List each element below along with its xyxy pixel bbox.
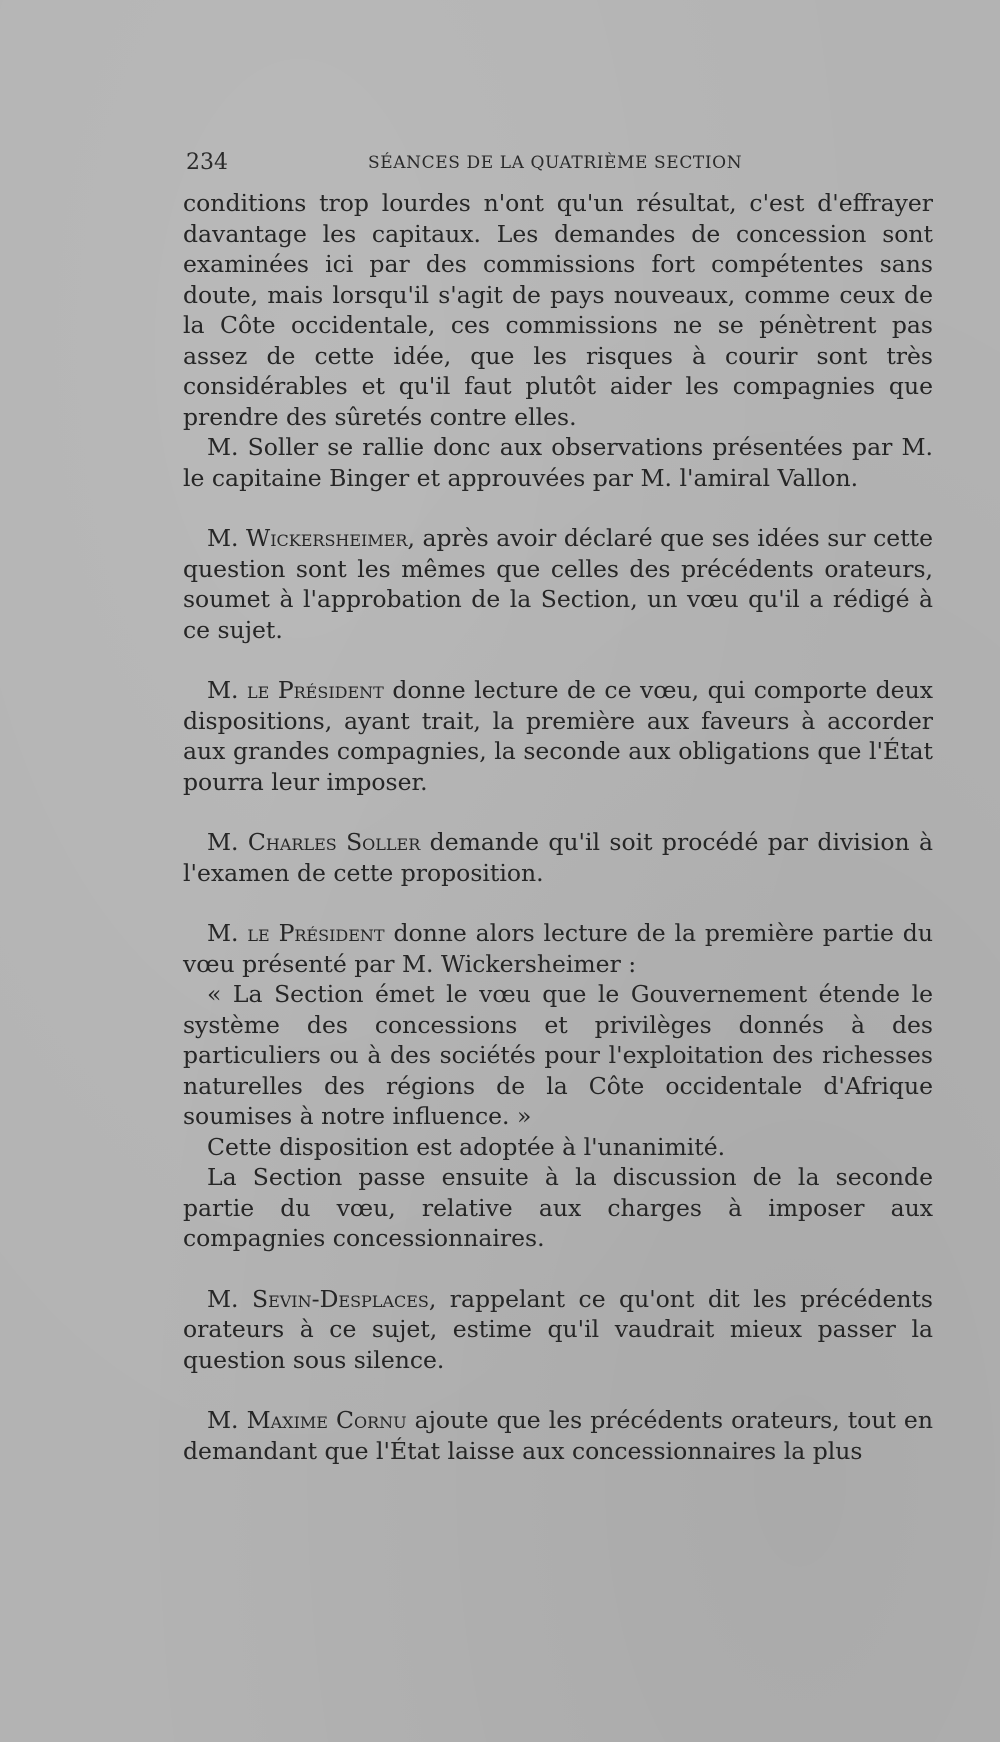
speaker-prefix: M. bbox=[207, 919, 248, 947]
paragraph-text: donne lecture de ce vœu, qui comporte deux dispositions, ayant trait, la première aux faveurs à accorder aux grandes compagnies, la seconde aux obligations que l'État pourra leur imposer. bbox=[183, 676, 933, 796]
speaker-prefix: M. bbox=[207, 1406, 247, 1434]
speaker-name: Charles Soller bbox=[247, 828, 421, 856]
paragraph-text: , rappelant ce qu'ont dit les précédents orateurs à ce sujet, estime qu'il vaudrait mieux passer la question sous silence. bbox=[183, 1284, 933, 1374]
paragraph-text: donne alors lecture de la première partie du vœu présenté par M. Wickersheimer : bbox=[183, 919, 933, 978]
paragraph-1 bbox=[183, 188, 933, 432]
body-text bbox=[183, 188, 933, 1466]
running-head: SÉANCES DE LA QUATRIÈME SECTION bbox=[368, 153, 743, 173]
speaker-name: Maxime Cornu bbox=[246, 1406, 407, 1434]
speaker-prefix: M. bbox=[207, 1284, 252, 1313]
speaker-prefix: M. bbox=[207, 676, 248, 704]
page-number: 234 bbox=[186, 150, 228, 175]
paragraph-text: , après avoir déclaré que ses idées sur cette question sont les mêmes que celles des précédents orateurs, soumet à l'approbation de la Section, un vœu qu'il a rédigé à ce sujet. bbox=[183, 524, 933, 644]
paragraph-10 bbox=[183, 1284, 933, 1376]
paragraph-text: demande qu'il soit procédé par division à l'examen de cette proposition. bbox=[183, 828, 933, 887]
speaker-name: Wickersheimer bbox=[246, 524, 408, 552]
paragraph-4 bbox=[183, 675, 933, 797]
speaker-name: Sevin-Desplaces bbox=[251, 1284, 429, 1313]
paragraph-text: La Section passe ensuite à la discussion de la seconde partie du vœu, relative aux charges à imposer aux compagnies concessionnaires. bbox=[183, 1163, 933, 1252]
speaker-name: le Président bbox=[247, 919, 385, 947]
speaker-name: le Président bbox=[247, 676, 384, 704]
speaker-prefix: M. bbox=[207, 828, 248, 856]
paragraph-6 bbox=[183, 918, 933, 979]
speaker-prefix: M. bbox=[207, 524, 247, 552]
paragraph-text: M. Soller se rallie donc aux observations présentées par M. le capitaine Binger et approuvées par M. l'amiral Vallon. bbox=[183, 433, 933, 492]
paragraph-5 bbox=[183, 827, 933, 888]
paragraph-11 bbox=[183, 1405, 933, 1466]
paragraph-text: conditions trop lourdes n'ont qu'un résultat, c'est d'effrayer davantage les capitaux. Les demandes de concession sont examinées ici par des commissions fort compétentes sans doute, mais lorsqu'il s'agit de pays nouveaux, comme ceux de la Côte occidentale, ces commissions ne se pénètrent pas assez de cette idée, que les risques à courir sont très considérables et qu'il faut plutôt aider les compagnies que prendre des sûretés contre elles. bbox=[183, 189, 933, 431]
paragraph-text: « La Section émet le vœu que le Gouvernement étende le système des concessions et privilèges donnés à des particuliers ou à des sociétés pour l'exploitation des richesses naturelles des régions de la Côte occidentale d'Afrique soumises à notre influence. » bbox=[183, 980, 933, 1130]
quoted-resolution bbox=[183, 979, 933, 1132]
paragraph-text: ajoute que les précédents orateurs, tout en demandant que l'État laisse aux concessionnaires la plus bbox=[183, 1406, 933, 1465]
paragraph-3 bbox=[183, 523, 933, 645]
page-header bbox=[186, 150, 931, 180]
paragraph-text: Cette disposition est adoptée à l'unanimité. bbox=[207, 1132, 726, 1161]
paragraph-9 bbox=[183, 1162, 933, 1254]
paragraph-8 bbox=[183, 1132, 933, 1163]
paragraph-2 bbox=[183, 432, 933, 493]
